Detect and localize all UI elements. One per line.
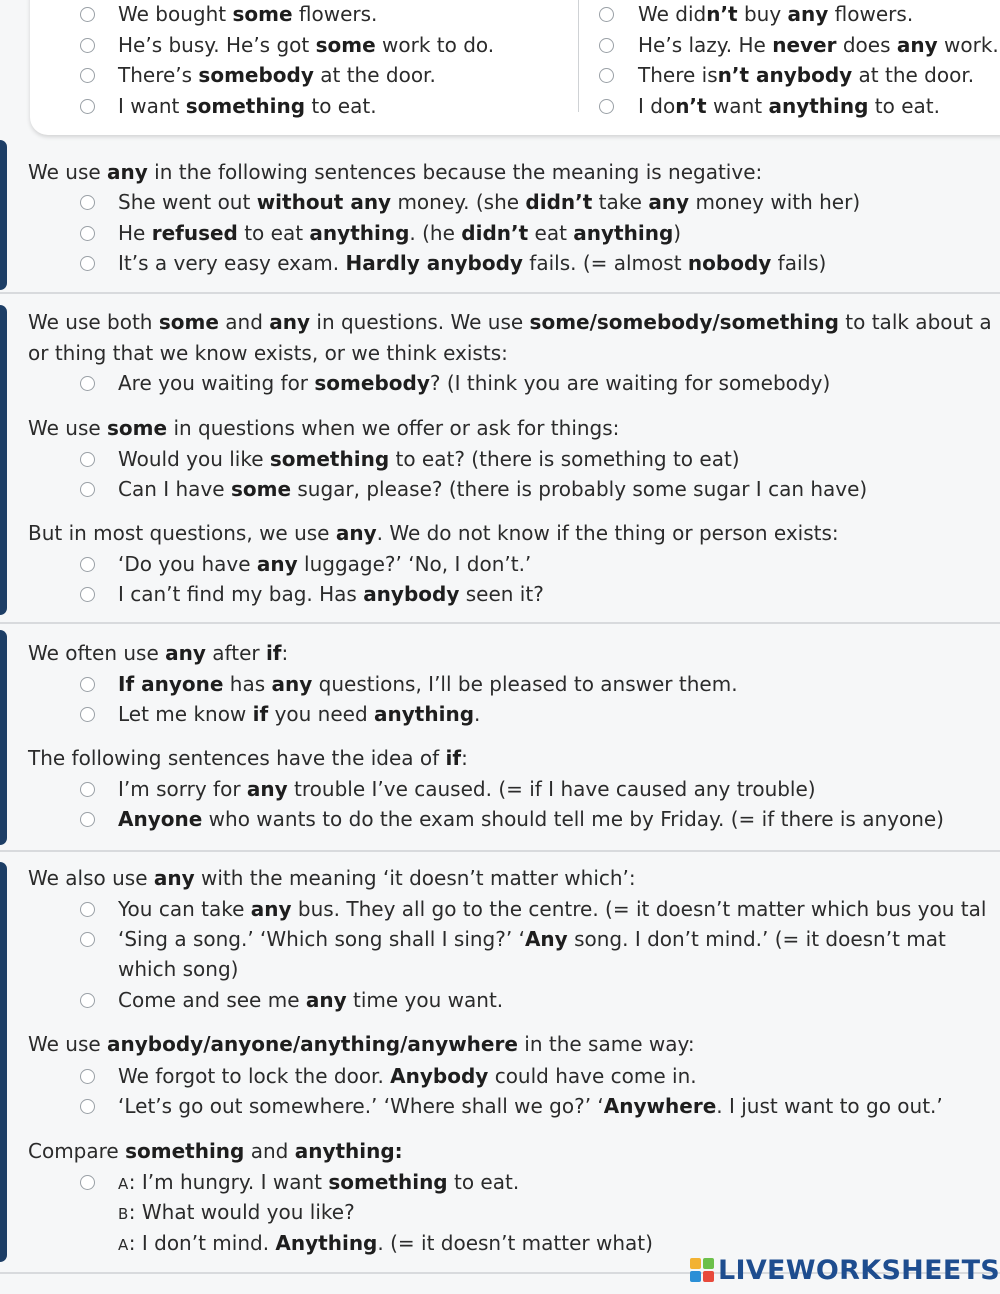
bold-keyword: anything: [573, 221, 674, 245]
rule-explanation: [28, 414, 619, 442]
rule-explanation: [28, 1030, 695, 1058]
text-run: . We do not know if the thing or person exists:: [376, 521, 839, 545]
bold-keyword: n’t: [706, 2, 738, 26]
example-sentence: [118, 895, 986, 923]
checkbox-circle-icon[interactable]: [599, 68, 614, 83]
bold-keyword: Anywhere: [603, 1094, 717, 1118]
section-accent-bar: [0, 140, 7, 290]
bold-keyword: Any: [524, 927, 568, 951]
text-run: to eat? (there is something to eat): [389, 447, 740, 471]
checkbox-circle-icon[interactable]: [80, 1099, 95, 1114]
checkbox-circle-icon[interactable]: [80, 7, 95, 22]
text-run: I do: [638, 93, 676, 118]
text-run: money. (she: [391, 190, 526, 214]
text-run: The following sentences have the idea of: [28, 746, 446, 770]
example-sentence: [118, 1168, 519, 1198]
bold-keyword: anybody/anyone/anything/anywhere: [107, 1032, 518, 1056]
example-sentence: [118, 0, 377, 28]
text-run: song. I don’t mind.’ (= it doesn’t mat: [567, 927, 946, 951]
rule-explanation: [28, 308, 992, 336]
text-run: work.: [937, 32, 999, 57]
example-sentence: [118, 700, 480, 728]
text-run: bus. They all go to the centre. (= it doesn’t matter which bus you tal: [291, 897, 987, 921]
text-run: eat: [528, 221, 574, 245]
checkbox-circle-icon[interactable]: [80, 68, 95, 83]
checkbox-circle-icon[interactable]: [80, 1175, 95, 1190]
text-run: in questions. We use: [310, 310, 530, 334]
checkbox-circle-icon[interactable]: [80, 38, 95, 53]
text-run: . (he: [409, 221, 462, 245]
bold-keyword: any: [250, 897, 292, 921]
rule-explanation: [28, 158, 762, 186]
example-sentence: [118, 550, 531, 578]
bold-keyword: if: [265, 641, 282, 665]
bold-keyword: any: [165, 641, 206, 665]
checkbox-circle-icon[interactable]: [80, 557, 95, 572]
text-run: Would you like: [118, 447, 270, 471]
section-accent-bar: [0, 862, 7, 1262]
checkbox-circle-icon[interactable]: [80, 226, 95, 241]
text-run: . I just want to go out.’: [716, 1094, 943, 1118]
text-run: She went out: [118, 190, 257, 214]
bold-keyword: any: [153, 866, 195, 890]
text-run: has: [223, 672, 272, 696]
rule-explanation: [28, 339, 508, 367]
bold-keyword: anything: [309, 221, 410, 245]
text-run: Can I have: [118, 477, 231, 501]
bold-keyword: Anybody: [390, 1064, 489, 1088]
bold-keyword: somebody: [314, 371, 430, 395]
example-sentence: [118, 986, 503, 1014]
text-run: We use: [28, 160, 108, 184]
bold-keyword: Anything: [275, 1231, 378, 1255]
checkbox-circle-icon[interactable]: [80, 932, 95, 947]
example-sentence: [638, 92, 940, 120]
example-sentence: [638, 0, 913, 28]
bold-keyword: if: [252, 702, 269, 726]
bold-keyword: never: [772, 32, 837, 57]
section-separator: [0, 850, 1000, 852]
text-run: in the same way:: [517, 1032, 695, 1056]
text-run: Let me know: [118, 702, 253, 726]
bold-keyword: any: [648, 190, 690, 214]
logo-text: LIVEWORKSHEETS: [718, 1254, 1000, 1286]
bold-keyword: some: [315, 32, 376, 57]
example-sentence: [118, 1062, 697, 1090]
speaker-label: A: [118, 1236, 129, 1254]
checkbox-circle-icon[interactable]: [80, 256, 95, 271]
text-run: Come and see me: [118, 988, 306, 1012]
checkbox-circle-icon[interactable]: [80, 99, 95, 114]
text-run: to eat.: [305, 93, 377, 118]
text-run: : I’m hungry. I want: [128, 1170, 329, 1194]
text-run: fails. (= almost: [522, 251, 688, 275]
text-run: : I don’t mind.: [128, 1231, 276, 1255]
checkbox-circle-icon[interactable]: [80, 782, 95, 797]
bold-keyword: didn’t: [461, 221, 529, 245]
example-sentence: [118, 670, 738, 698]
text-run: We use both: [28, 310, 159, 334]
text-run: I’m sorry for: [118, 777, 247, 801]
example-sentence: [118, 1198, 355, 1228]
text-run: We often use: [28, 641, 166, 665]
liveworksheets-logo-icon: [690, 1258, 714, 1282]
rule-explanation: [28, 864, 636, 892]
example-sentence: [118, 580, 544, 608]
text-run: But in most questions, we use: [28, 521, 336, 545]
example-sentence: [118, 925, 946, 953]
speaker-label: A: [118, 1175, 129, 1193]
text-run: We forgot to lock the door.: [118, 1064, 391, 1088]
bold-keyword: n’t: [675, 93, 707, 118]
text-run: Are you waiting for: [118, 371, 315, 395]
bold-keyword: some: [107, 416, 168, 440]
text-run: I can’t find my bag. Has: [118, 582, 364, 606]
text-run: questions, I’ll be pleased to answer them.: [312, 672, 738, 696]
liveworksheets-logo: [690, 1254, 1000, 1286]
checkbox-circle-icon[interactable]: [80, 677, 95, 692]
bold-keyword: anybody: [363, 582, 460, 606]
rule-explanation: [28, 1137, 403, 1165]
section-accent-bar: [0, 630, 7, 845]
bold-keyword: some: [158, 310, 219, 334]
example-sentence: [118, 1092, 943, 1120]
example-sentence: [118, 445, 740, 473]
section-separator: [0, 292, 1000, 294]
bold-keyword: some/somebody/something: [529, 310, 839, 334]
checkbox-circle-icon[interactable]: [80, 812, 95, 827]
example-sentence: [638, 61, 974, 89]
text-run: ‘Let’s go out somewhere.’ ‘Where shall we go?’ ‘: [118, 1094, 604, 1118]
text-run: to talk about a: [838, 310, 992, 334]
text-run: after: [205, 641, 266, 665]
example-sentence: [118, 61, 436, 89]
bold-keyword: any: [246, 777, 288, 801]
example-sentence: [118, 369, 830, 397]
text-run: which song): [118, 957, 239, 981]
text-run: He: [118, 221, 152, 245]
example-sentence: [118, 775, 816, 803]
bold-keyword: Hardly anybody: [345, 251, 523, 275]
checkbox-circle-icon[interactable]: [80, 452, 95, 467]
text-run: time you want.: [346, 988, 504, 1012]
rule-explanation: [28, 519, 839, 547]
section-separator: [0, 622, 1000, 624]
column-divider: [578, 0, 579, 112]
text-run: buy: [737, 2, 788, 26]
checkbox-circle-icon[interactable]: [80, 902, 95, 917]
text-run: :: [461, 746, 468, 770]
text-run: who wants to do the exam should tell me by Friday. (= if there is anyone): [202, 807, 944, 831]
bold-keyword: any: [335, 521, 377, 545]
text-run: trouble I’ve caused. (= if I have caused any trouble): [287, 777, 816, 801]
text-run: :: [281, 641, 289, 665]
bold-keyword: any: [896, 32, 938, 57]
example-sentence: [118, 955, 238, 983]
example-sentence: [118, 805, 944, 833]
bold-keyword: something: [185, 93, 306, 118]
checkbox-circle-icon[interactable]: [599, 7, 614, 22]
text-run: and: [244, 1139, 295, 1163]
bold-keyword: if: [445, 746, 462, 770]
bold-keyword: didn’t: [525, 190, 593, 214]
text-run: fails): [771, 251, 827, 275]
text-run: in questions when we offer or ask for things:: [167, 416, 620, 440]
text-run: sugar, please? (there is probably some sugar I can have): [291, 477, 868, 501]
text-run: to eat.: [447, 1170, 520, 1194]
text-run: You can take: [118, 897, 251, 921]
bold-keyword: any: [107, 160, 148, 184]
checkbox-circle-icon[interactable]: [80, 993, 95, 1008]
text-run: money with her): [689, 190, 861, 214]
bold-keyword: any: [271, 672, 313, 696]
text-run: We bought: [118, 2, 233, 26]
text-run: flowers.: [828, 2, 914, 26]
text-run: . (= it doesn’t matter what): [377, 1231, 653, 1255]
bold-keyword: any: [305, 988, 347, 1012]
speaker-label: B: [118, 1205, 129, 1223]
text-run: and: [218, 310, 270, 334]
text-run: Compare: [28, 1139, 126, 1163]
text-run: in the following sentences because the meaning is negative:: [147, 160, 763, 184]
text-run: ‘Sing a song.’ ‘Which song shall I sing?’ ‘: [118, 927, 525, 951]
text-run: or thing that we know exists, or we think exists:: [28, 341, 508, 365]
bold-keyword: any: [269, 310, 311, 334]
text-run: want: [706, 93, 769, 118]
text-run: flowers.: [292, 2, 378, 26]
checkbox-circle-icon[interactable]: [599, 38, 614, 53]
text-run: with the meaning ‘it doesn’t matter which’:: [194, 866, 636, 890]
text-run: to eat.: [868, 93, 940, 118]
text-run: does: [836, 32, 897, 57]
bold-keyword: somebody: [198, 63, 314, 87]
bold-keyword: n’t anybody: [717, 63, 853, 87]
text-run: ‘Do you have: [118, 552, 257, 576]
rule-explanation: [28, 639, 288, 667]
text-run: We did: [638, 2, 707, 26]
example-sentence: [118, 31, 494, 59]
bold-keyword: refused: [151, 221, 238, 245]
text-run: : What would you like?: [128, 1200, 355, 1224]
bold-keyword: anything:: [294, 1139, 403, 1163]
text-run: I want: [118, 93, 186, 118]
text-run: ? (I think you are waiting for somebody): [429, 371, 831, 395]
text-run: take: [592, 190, 649, 214]
bold-keyword: something: [328, 1170, 448, 1194]
bold-keyword: any: [787, 2, 829, 26]
example-sentence: [118, 249, 826, 277]
text-run: at the door.: [852, 63, 975, 87]
text-run: He’s busy. He’s got: [118, 32, 316, 57]
bold-keyword: nobody: [687, 251, 772, 275]
example-sentence: [118, 92, 377, 120]
example-sentence: [118, 1229, 653, 1259]
text-run: seen it?: [459, 582, 544, 606]
text-run: ): [673, 221, 682, 245]
bold-keyword: some: [230, 477, 292, 501]
bold-keyword: If anyone: [118, 672, 224, 696]
bold-keyword: anything: [768, 93, 869, 118]
bold-keyword: some: [232, 2, 293, 26]
checkbox-circle-icon[interactable]: [599, 99, 614, 114]
text-run: We also use: [28, 866, 154, 890]
rule-explanation: [28, 744, 468, 772]
checkbox-circle-icon[interactable]: [80, 1069, 95, 1084]
checkbox-circle-icon[interactable]: [80, 482, 95, 497]
bold-keyword: any: [256, 552, 298, 576]
section-accent-bar: [0, 305, 7, 615]
checkbox-circle-icon[interactable]: [80, 707, 95, 722]
bold-keyword: anything: [374, 702, 475, 726]
checkbox-circle-icon[interactable]: [80, 376, 95, 391]
text-run: you need: [268, 702, 375, 726]
bold-keyword: something: [125, 1139, 245, 1163]
text-run: We use: [28, 416, 108, 440]
example-sentence: [118, 219, 681, 247]
text-run: There’s: [118, 63, 199, 87]
text-run: We use: [28, 1032, 108, 1056]
bold-keyword: Anyone: [118, 807, 203, 831]
text-run: .: [474, 702, 481, 726]
example-sentence: [118, 188, 860, 216]
bold-keyword: without any: [256, 190, 392, 214]
bold-keyword: something: [269, 447, 390, 471]
example-sentence: [118, 475, 867, 503]
example-sentence: [638, 31, 999, 59]
text-run: There is: [638, 63, 718, 87]
text-run: at the door.: [313, 63, 436, 87]
checkbox-circle-icon[interactable]: [80, 587, 95, 602]
text-run: could have come in.: [488, 1064, 697, 1088]
text-run: luggage?’ ‘No, I don’t.’: [297, 552, 532, 576]
text-run: He’s lazy. He: [638, 32, 773, 57]
checkbox-circle-icon[interactable]: [80, 195, 95, 210]
text-run: work to do.: [375, 32, 495, 57]
text-run: to eat: [237, 221, 310, 245]
text-run: It’s a very easy exam.: [118, 251, 346, 275]
